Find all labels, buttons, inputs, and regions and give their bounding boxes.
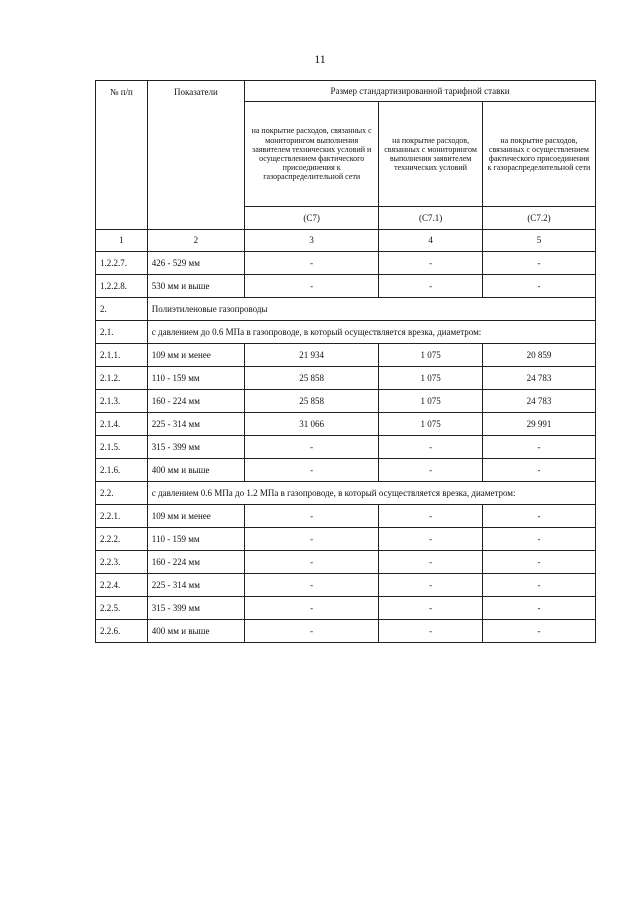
row-number: 2.1.3. <box>96 390 148 413</box>
value-c72: 20 859 <box>482 344 595 367</box>
value-c71: 1 075 <box>379 344 483 367</box>
row-indicator: 109 мм и менее <box>147 344 244 367</box>
section-title: Полиэтиленовые газопроводы <box>147 298 595 321</box>
row-number: 2.2.3. <box>96 551 148 574</box>
page-number: 11 <box>314 52 326 66</box>
value-c72: - <box>482 620 595 643</box>
section-row <box>96 482 596 505</box>
header-row-top <box>96 81 596 102</box>
row-indicator: 110 - 159 мм <box>147 367 244 390</box>
row-indicator: 225 - 314 мм <box>147 574 244 597</box>
section-row <box>96 298 596 321</box>
row-indicator: 110 - 159 мм <box>147 528 244 551</box>
row-number: 2.2.1. <box>96 505 148 528</box>
column-number: 2 <box>147 230 244 252</box>
value-c7: - <box>245 574 379 597</box>
value-c72: - <box>482 436 595 459</box>
header-indicator: Показатели <box>147 81 244 230</box>
value-c72: 29 991 <box>482 413 595 436</box>
row-number: 2.1. <box>96 321 148 344</box>
table-row <box>96 574 596 597</box>
column-number-row <box>96 230 596 252</box>
column-number: 1 <box>96 230 148 252</box>
table-row <box>96 597 596 620</box>
table-row <box>96 528 596 551</box>
value-c7: - <box>245 275 379 298</box>
value-c72: - <box>482 275 595 298</box>
row-indicator: 160 - 224 мм <box>147 551 244 574</box>
row-number: 2. <box>96 298 148 321</box>
table-row <box>96 252 596 275</box>
table-row <box>96 436 596 459</box>
value-c7: - <box>245 620 379 643</box>
row-number: 2.1.6. <box>96 459 148 482</box>
value-c71: - <box>379 597 483 620</box>
value-c71: 1 075 <box>379 367 483 390</box>
row-number: 2.1.5. <box>96 436 148 459</box>
value-c71: - <box>379 528 483 551</box>
table-row <box>96 620 596 643</box>
value-c71: - <box>379 551 483 574</box>
row-indicator: 225 - 314 мм <box>147 413 244 436</box>
row-number: 2.2.2. <box>96 528 148 551</box>
table-row <box>96 367 596 390</box>
header-c7-code: (С7) <box>245 207 379 230</box>
table-row <box>96 344 596 367</box>
tariff-table <box>95 80 596 643</box>
row-indicator: 160 - 224 мм <box>147 390 244 413</box>
value-c72: - <box>482 252 595 275</box>
value-c71: 1 075 <box>379 390 483 413</box>
row-indicator: 400 мм и выше <box>147 620 244 643</box>
value-c7: - <box>245 436 379 459</box>
value-c7: - <box>245 551 379 574</box>
value-c72: - <box>482 574 595 597</box>
column-number: 4 <box>379 230 483 252</box>
row-indicator: 315 - 399 мм <box>147 597 244 620</box>
value-c71: - <box>379 436 483 459</box>
column-number: 3 <box>245 230 379 252</box>
table-row <box>96 413 596 436</box>
row-number: 2.1.2. <box>96 367 148 390</box>
value-c71: - <box>379 252 483 275</box>
row-number: 2.1.1. <box>96 344 148 367</box>
value-c72: 24 783 <box>482 390 595 413</box>
row-indicator: 315 - 399 мм <box>147 436 244 459</box>
table-row <box>96 275 596 298</box>
column-number: 5 <box>482 230 595 252</box>
row-number: 2.1.4. <box>96 413 148 436</box>
header-c72-code: (С7.2) <box>482 207 595 230</box>
value-c72: - <box>482 505 595 528</box>
value-c71: - <box>379 574 483 597</box>
row-indicator: 530 мм и выше <box>147 275 244 298</box>
row-indicator: 109 мм и менее <box>147 505 244 528</box>
section-title: с давлением 0.6 МПа до 1.2 МПа в газопроводе, в который осуществляется врезка, диаметром: <box>147 482 595 505</box>
value-c71: - <box>379 620 483 643</box>
header-no: № п/п <box>96 81 148 230</box>
value-c7: 31 066 <box>245 413 379 436</box>
header-c71-code: (С7.1) <box>379 207 483 230</box>
table-row <box>96 459 596 482</box>
header-size: Размер стандартизированной тарифной ставки <box>245 81 596 102</box>
value-c7: - <box>245 505 379 528</box>
value-c71: - <box>379 459 483 482</box>
row-indicator: 426 - 529 мм <box>147 252 244 275</box>
value-c7: - <box>245 597 379 620</box>
value-c7: 25 858 <box>245 390 379 413</box>
value-c72: 24 783 <box>482 367 595 390</box>
value-c71: 1 075 <box>379 413 483 436</box>
row-number: 1.2.2.7. <box>96 252 148 275</box>
value-c7: - <box>245 528 379 551</box>
header-c7-desc: на покрытие расходов, связанных с мониторингом выполнения заявителем технических условий и осуществлением фактического присоединения к газораспределительной сети <box>245 102 379 207</box>
section-title: с давлением до 0.6 МПа в газопроводе, в который осуществляется врезка, диаметром: <box>147 321 595 344</box>
row-number: 2.2.5. <box>96 597 148 620</box>
table-row <box>96 505 596 528</box>
value-c71: - <box>379 505 483 528</box>
value-c72: - <box>482 459 595 482</box>
section-row <box>96 321 596 344</box>
value-c7: 25 858 <box>245 367 379 390</box>
header-c72-desc: на покрытие расходов, связанных с осуществлением фактического присоединения к газораспределительной сети <box>482 102 595 207</box>
tariff-table-body <box>96 81 596 643</box>
header-c71-desc: на покрытие расходов, связанных с мониторингом выполнения заявителем технических условий <box>379 102 483 207</box>
row-number: 2.2. <box>96 482 148 505</box>
row-number: 2.2.6. <box>96 620 148 643</box>
row-number: 2.2.4. <box>96 574 148 597</box>
table-row <box>96 390 596 413</box>
row-indicator: 400 мм и выше <box>147 459 244 482</box>
value-c72: - <box>482 551 595 574</box>
row-number: 1.2.2.8. <box>96 275 148 298</box>
value-c7: - <box>245 252 379 275</box>
value-c72: - <box>482 528 595 551</box>
value-c72: - <box>482 597 595 620</box>
value-c7: 21 934 <box>245 344 379 367</box>
value-c71: - <box>379 275 483 298</box>
value-c7: - <box>245 459 379 482</box>
table-row <box>96 551 596 574</box>
